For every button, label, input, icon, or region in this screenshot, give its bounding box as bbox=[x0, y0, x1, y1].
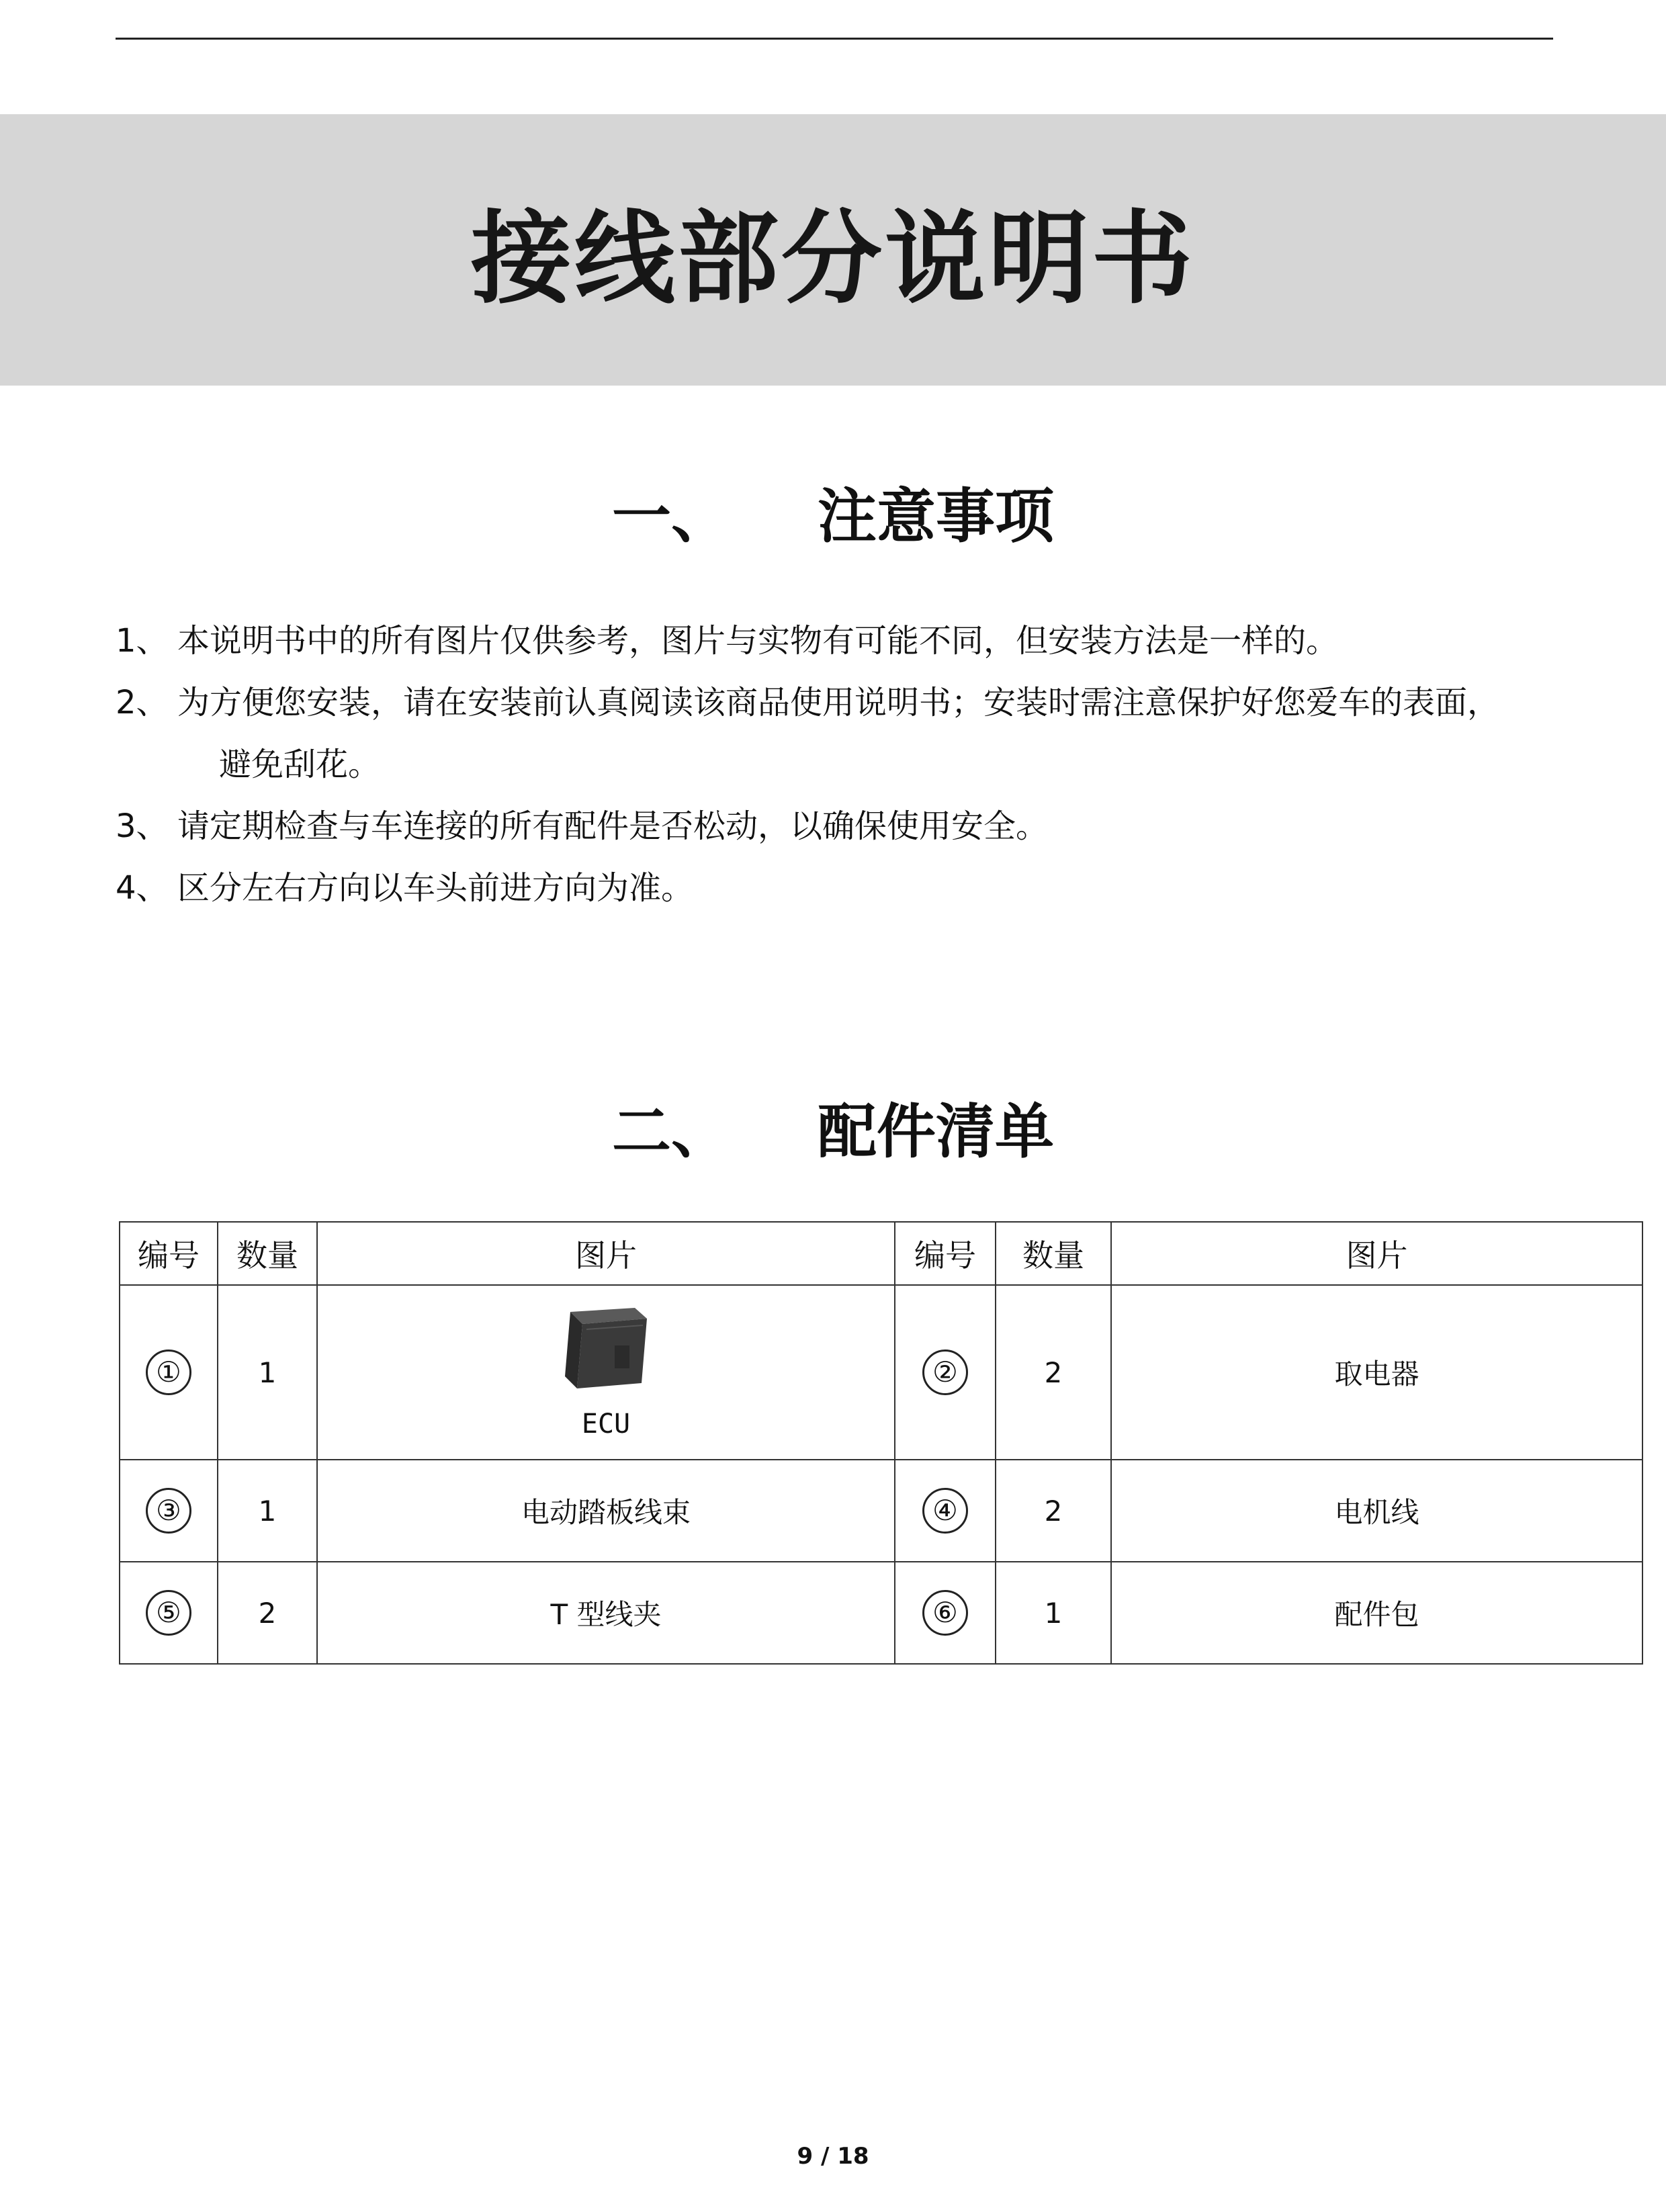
note-text-line: 为方便您安装，请在安装前认真阅读该商品使用说明书；安装时需注意保护好您爱车的表面， bbox=[177, 684, 1500, 721]
item-number-cell bbox=[120, 1285, 218, 1460]
quantity-cell: 2 bbox=[996, 1460, 1111, 1562]
circled-number: ② bbox=[922, 1350, 968, 1395]
note-item bbox=[116, 795, 1560, 857]
circled-number: ⑥ bbox=[922, 1590, 968, 1636]
note-text-continuation: 避免刮花。 bbox=[219, 746, 381, 783]
item-number-cell bbox=[895, 1562, 996, 1664]
quantity-cell: 2 bbox=[218, 1562, 317, 1664]
item-number-cell bbox=[895, 1460, 996, 1562]
circled-number: ③ bbox=[146, 1488, 191, 1534]
item-number-cell bbox=[895, 1285, 996, 1460]
note-text: 区分左右方向以车头前进方向为准。 bbox=[177, 869, 694, 907]
note-text bbox=[177, 672, 1560, 795]
note-number: 4、 bbox=[116, 869, 169, 907]
table-row bbox=[120, 1562, 1642, 1664]
item-name-cell: 电机线 bbox=[1111, 1460, 1642, 1562]
circled-number: ⑤ bbox=[146, 1590, 191, 1636]
circled-number: ① bbox=[146, 1350, 191, 1395]
title-banner bbox=[0, 114, 1666, 386]
section-number: 一、 bbox=[611, 482, 730, 551]
section-number: 二、 bbox=[611, 1097, 730, 1166]
section-heading-notes bbox=[0, 472, 1666, 552]
item-name-cell: 配件包 bbox=[1111, 1562, 1642, 1664]
parts-table bbox=[119, 1221, 1643, 1665]
top-rule bbox=[116, 38, 1553, 40]
header-cell: 图片 bbox=[317, 1222, 895, 1285]
picture-cell bbox=[317, 1285, 895, 1460]
quantity-cell: 1 bbox=[218, 1460, 317, 1562]
section-heading-parts bbox=[0, 1087, 1666, 1167]
header-cell: 数量 bbox=[218, 1222, 317, 1285]
table-row bbox=[120, 1460, 1642, 1562]
note-item bbox=[116, 672, 1560, 795]
section-title: 配件清单 bbox=[818, 1097, 1055, 1166]
notes-list bbox=[116, 610, 1560, 919]
page-number: 9 / 18 bbox=[797, 2143, 869, 2170]
item-name: ECU bbox=[581, 1409, 631, 1440]
item-number-cell bbox=[120, 1460, 218, 1562]
header-cell: 数量 bbox=[996, 1222, 1111, 1285]
header-cell: 编号 bbox=[895, 1222, 996, 1285]
quantity-cell: 2 bbox=[996, 1285, 1111, 1460]
item-number-cell bbox=[120, 1562, 218, 1664]
page-title: 接线部分说明书 bbox=[470, 201, 1195, 318]
item-name-cell: T 型线夹 bbox=[317, 1562, 895, 1664]
table-row bbox=[120, 1285, 1642, 1460]
section-title: 注意事项 bbox=[818, 482, 1055, 551]
header-cell: 编号 bbox=[120, 1222, 218, 1285]
quantity-cell: 1 bbox=[996, 1562, 1111, 1664]
note-text: 请定期检查与车连接的所有配件是否松动，以确保使用安全。 bbox=[177, 807, 1049, 845]
circled-number: ④ bbox=[922, 1488, 968, 1534]
note-number: 1、 bbox=[116, 622, 169, 660]
note-text: 本说明书中的所有图片仅供参考，图片与实物有可能不同，但安装方法是一样的。 bbox=[177, 622, 1339, 660]
ecu-module-icon bbox=[556, 1305, 656, 1392]
note-item bbox=[116, 857, 1560, 919]
item-name-cell: 电动踏板线束 bbox=[317, 1460, 895, 1562]
note-number: 2、 bbox=[116, 684, 169, 721]
quantity-cell: 1 bbox=[218, 1285, 317, 1460]
header-cell: 图片 bbox=[1111, 1222, 1642, 1285]
note-item bbox=[116, 610, 1560, 672]
item-name-cell: 取电器 bbox=[1111, 1285, 1642, 1460]
table-header-row bbox=[120, 1222, 1642, 1285]
note-number: 3、 bbox=[116, 807, 169, 845]
